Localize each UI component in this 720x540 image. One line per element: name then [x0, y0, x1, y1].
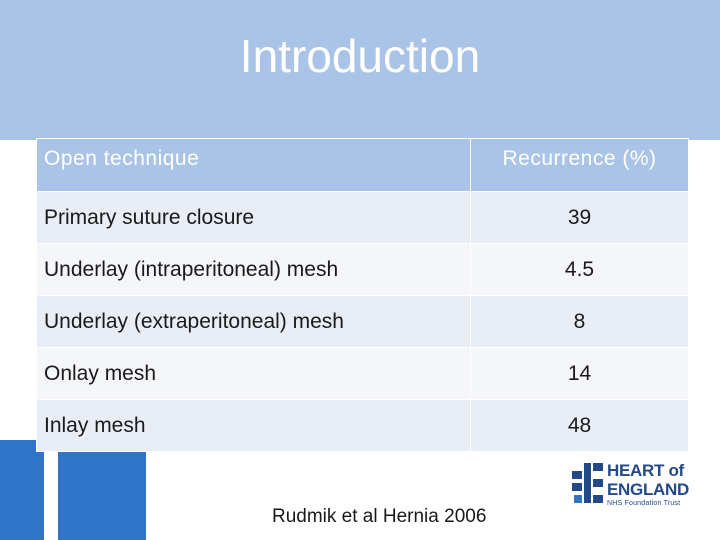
citation: Rudmik et al Hernia 2006 [272, 506, 487, 527]
technique-cell: Inlay mesh [37, 400, 471, 452]
logo-line-2: ENGLAND [607, 480, 689, 499]
technique-cell: Onlay mesh [37, 348, 471, 400]
technique-cell: Underlay (intraperitoneal) mesh [37, 244, 471, 296]
table-row [37, 192, 689, 244]
header-recurrence: Recurrence (%) [471, 139, 689, 192]
table-row [37, 296, 689, 348]
heart-of-england-logo [571, 461, 695, 511]
heart-of-england-logo-icon [571, 461, 605, 505]
decorative-block-right [58, 446, 146, 540]
recurrence-cell: 14 [471, 348, 689, 400]
slide-title: Introduction [239, 30, 481, 82]
recurrence-cell: 4.5 [471, 244, 689, 296]
technique-cell: Underlay (extraperitoneal) mesh [37, 296, 471, 348]
table-row [37, 400, 689, 452]
recurrence-table [36, 138, 689, 452]
recurrence-cell: 48 [471, 400, 689, 452]
recurrence-cell: 39 [471, 192, 689, 244]
decorative-block-left [0, 440, 44, 540]
logo-subtitle: NHS Foundation Trust [607, 500, 681, 507]
logo-line-1: HEART of [607, 461, 684, 480]
decorative-gap [44, 440, 58, 540]
table-header-row [37, 139, 689, 192]
header-technique: Open technique [37, 139, 471, 192]
logo-text [607, 461, 689, 508]
technique-cell: Primary suture closure [37, 192, 471, 244]
recurrence-cell: 8 [471, 296, 689, 348]
table-row [37, 244, 689, 296]
table-row [37, 348, 689, 400]
